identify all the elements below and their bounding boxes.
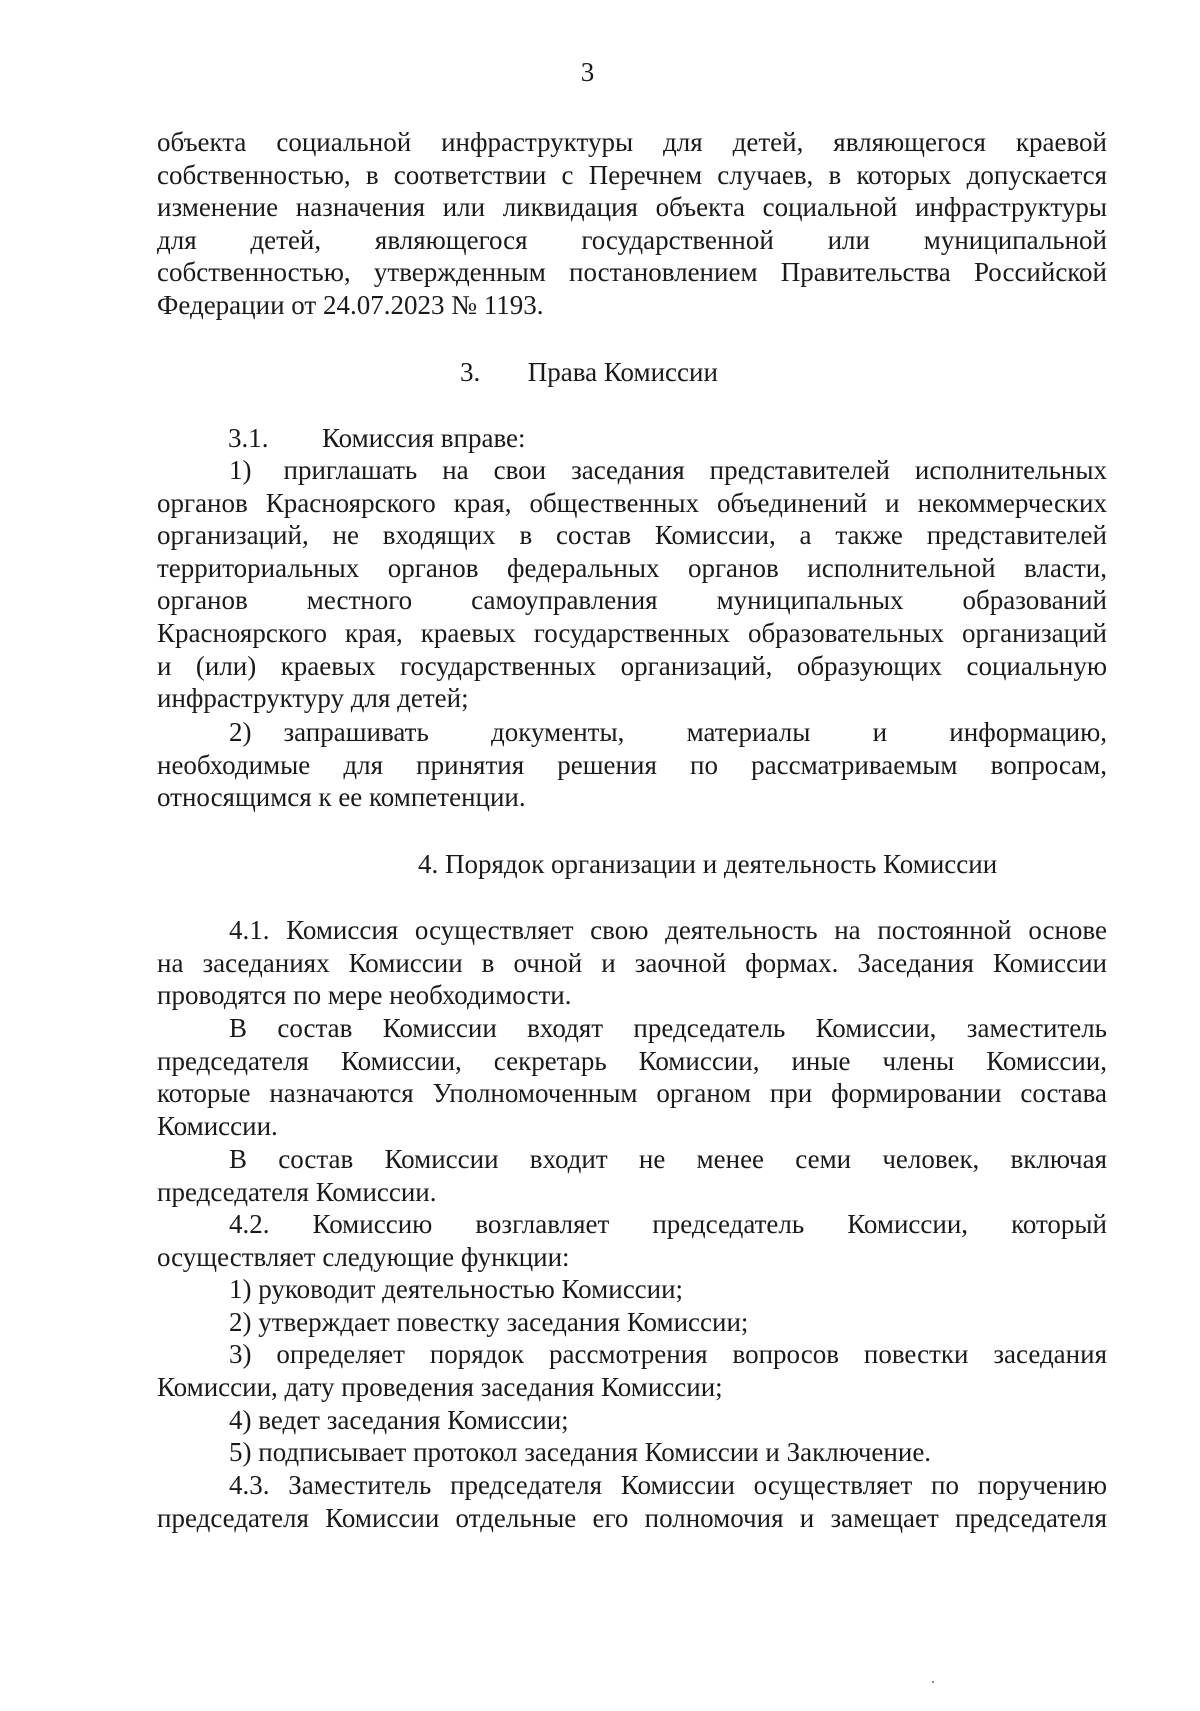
text-line: объекта социальной инфраструктуры для детей, являющегося краевой — [157, 127, 1107, 157]
section-4-heading: 4. Порядок организации и деятельность Комиссии — [418, 849, 998, 879]
text-line: Комиссии, дату проведения заседания Комиссии; — [157, 1371, 723, 1402]
text-line: необходимые для принятия решения по рассматриваемым вопросам, — [157, 749, 1107, 780]
text-line: осуществляет следующие функции: — [157, 1241, 570, 1272]
paragraph-members — [157, 1143, 1107, 1208]
scan-speck — [932, 1681, 934, 1683]
text-line: проводятся по мере необходимости. — [157, 980, 572, 1011]
text-line: 4.3. Заместитель председателя Комиссии осуществляет по поручению — [229, 1470, 1107, 1500]
function-item: 2) утверждает повестку заседания Комиссии; — [229, 1306, 749, 1337]
text-line: на заседаниях Комиссии в очной и заочной формах. Заседания Комиссии — [157, 947, 1107, 978]
text-line: Комиссии. — [157, 1110, 278, 1141]
list-item-1 — [157, 454, 1107, 715]
text-line: собственностью, в соответствии с Перечнем случаев, в которых допускается — [157, 159, 1107, 190]
text-line: 3) определяет порядок рассмотрения вопросов повестки заседания — [229, 1339, 1107, 1370]
list-item-2 — [157, 716, 1107, 814]
paragraph-4-1 — [157, 914, 1107, 1012]
item-number: 2) — [229, 717, 252, 747]
text-line: Федерации от 24.07.2023 № 1193. — [157, 289, 544, 320]
item-first-line: приглашать на свои заседания представителей исполнительных — [283, 455, 1107, 485]
text-line: организаций, не входящих в состав Комиссии, а также представителей — [157, 520, 1107, 551]
item-number: 1) — [229, 455, 252, 485]
text-line: 4.2. Комиссию возглавляет председатель Комиссии, который — [229, 1209, 1107, 1239]
text-line: В состав Комиссии входят председатель Комиссии, заместитель — [229, 1013, 1107, 1043]
text-line: и (или) краевых государственных организаций, образующих социальную — [157, 650, 1107, 681]
paragraph-4-3 — [157, 1469, 1107, 1534]
text-line: которые назначаются Уполномоченным органом при формировании состава — [157, 1078, 1107, 1109]
item-3-1 — [228, 422, 526, 454]
text-line: территориальных органов федеральных органов исполнительной власти, — [157, 552, 1107, 583]
function-item: 1) руководит деятельностью Комиссии; — [229, 1274, 684, 1305]
text-line: председателя Комиссии, секретарь Комиссии, иные члены Комиссии, — [157, 1045, 1107, 1076]
text-line: относящимся к ее компетенции. — [157, 782, 526, 813]
text-line: Красноярского края, краевых государственных образовательных организаций — [157, 617, 1107, 648]
text-line: органов местного самоуправления муниципальных образований — [157, 585, 1107, 616]
text-line — [157, 716, 1107, 749]
section-3-heading — [460, 356, 718, 388]
function-item: 4) ведет заседания Комиссии; — [229, 1404, 569, 1435]
text-line: В состав Комиссии входит не менее семи человек, включая — [229, 1144, 1107, 1174]
text-line: 4.1. Комиссия осуществляет свою деятельность на постоянной основе — [229, 915, 1107, 945]
text-line: изменение назначения или ликвидация объекта социальной инфраструктуры — [157, 192, 1107, 223]
item-first-line: запрашивать документы, материалы и информацию, — [283, 717, 1107, 747]
section-number: 3. — [460, 357, 481, 387]
text-line: председателя Комиссии отдельные его полномочия и замещает председателя — [157, 1502, 1107, 1533]
section-title: Права Комиссии — [527, 357, 718, 387]
item-number: 3.1. — [228, 423, 269, 453]
paragraph-4-2 — [157, 1208, 1107, 1469]
page-number: 3 — [580, 57, 595, 87]
item-text: Комиссия вправе: — [322, 423, 526, 453]
paragraph-composition — [157, 1012, 1107, 1142]
text-line: инфраструктуру для детей; — [157, 683, 469, 714]
text-line: органов Красноярского края, общественных объединений и некоммерческих — [157, 487, 1107, 518]
text-line: для детей, являющегося государственной или муниципальной — [157, 224, 1107, 255]
function-item: 5) подписывает протокол заседания Комиссии и Заключение. — [229, 1437, 932, 1468]
text-line: собственностью, утвержденным постановлением Правительства Российской — [157, 257, 1107, 288]
text-line — [157, 454, 1107, 487]
intro-paragraph — [157, 126, 1107, 322]
text-line: председателя Комиссии. — [157, 1176, 437, 1207]
